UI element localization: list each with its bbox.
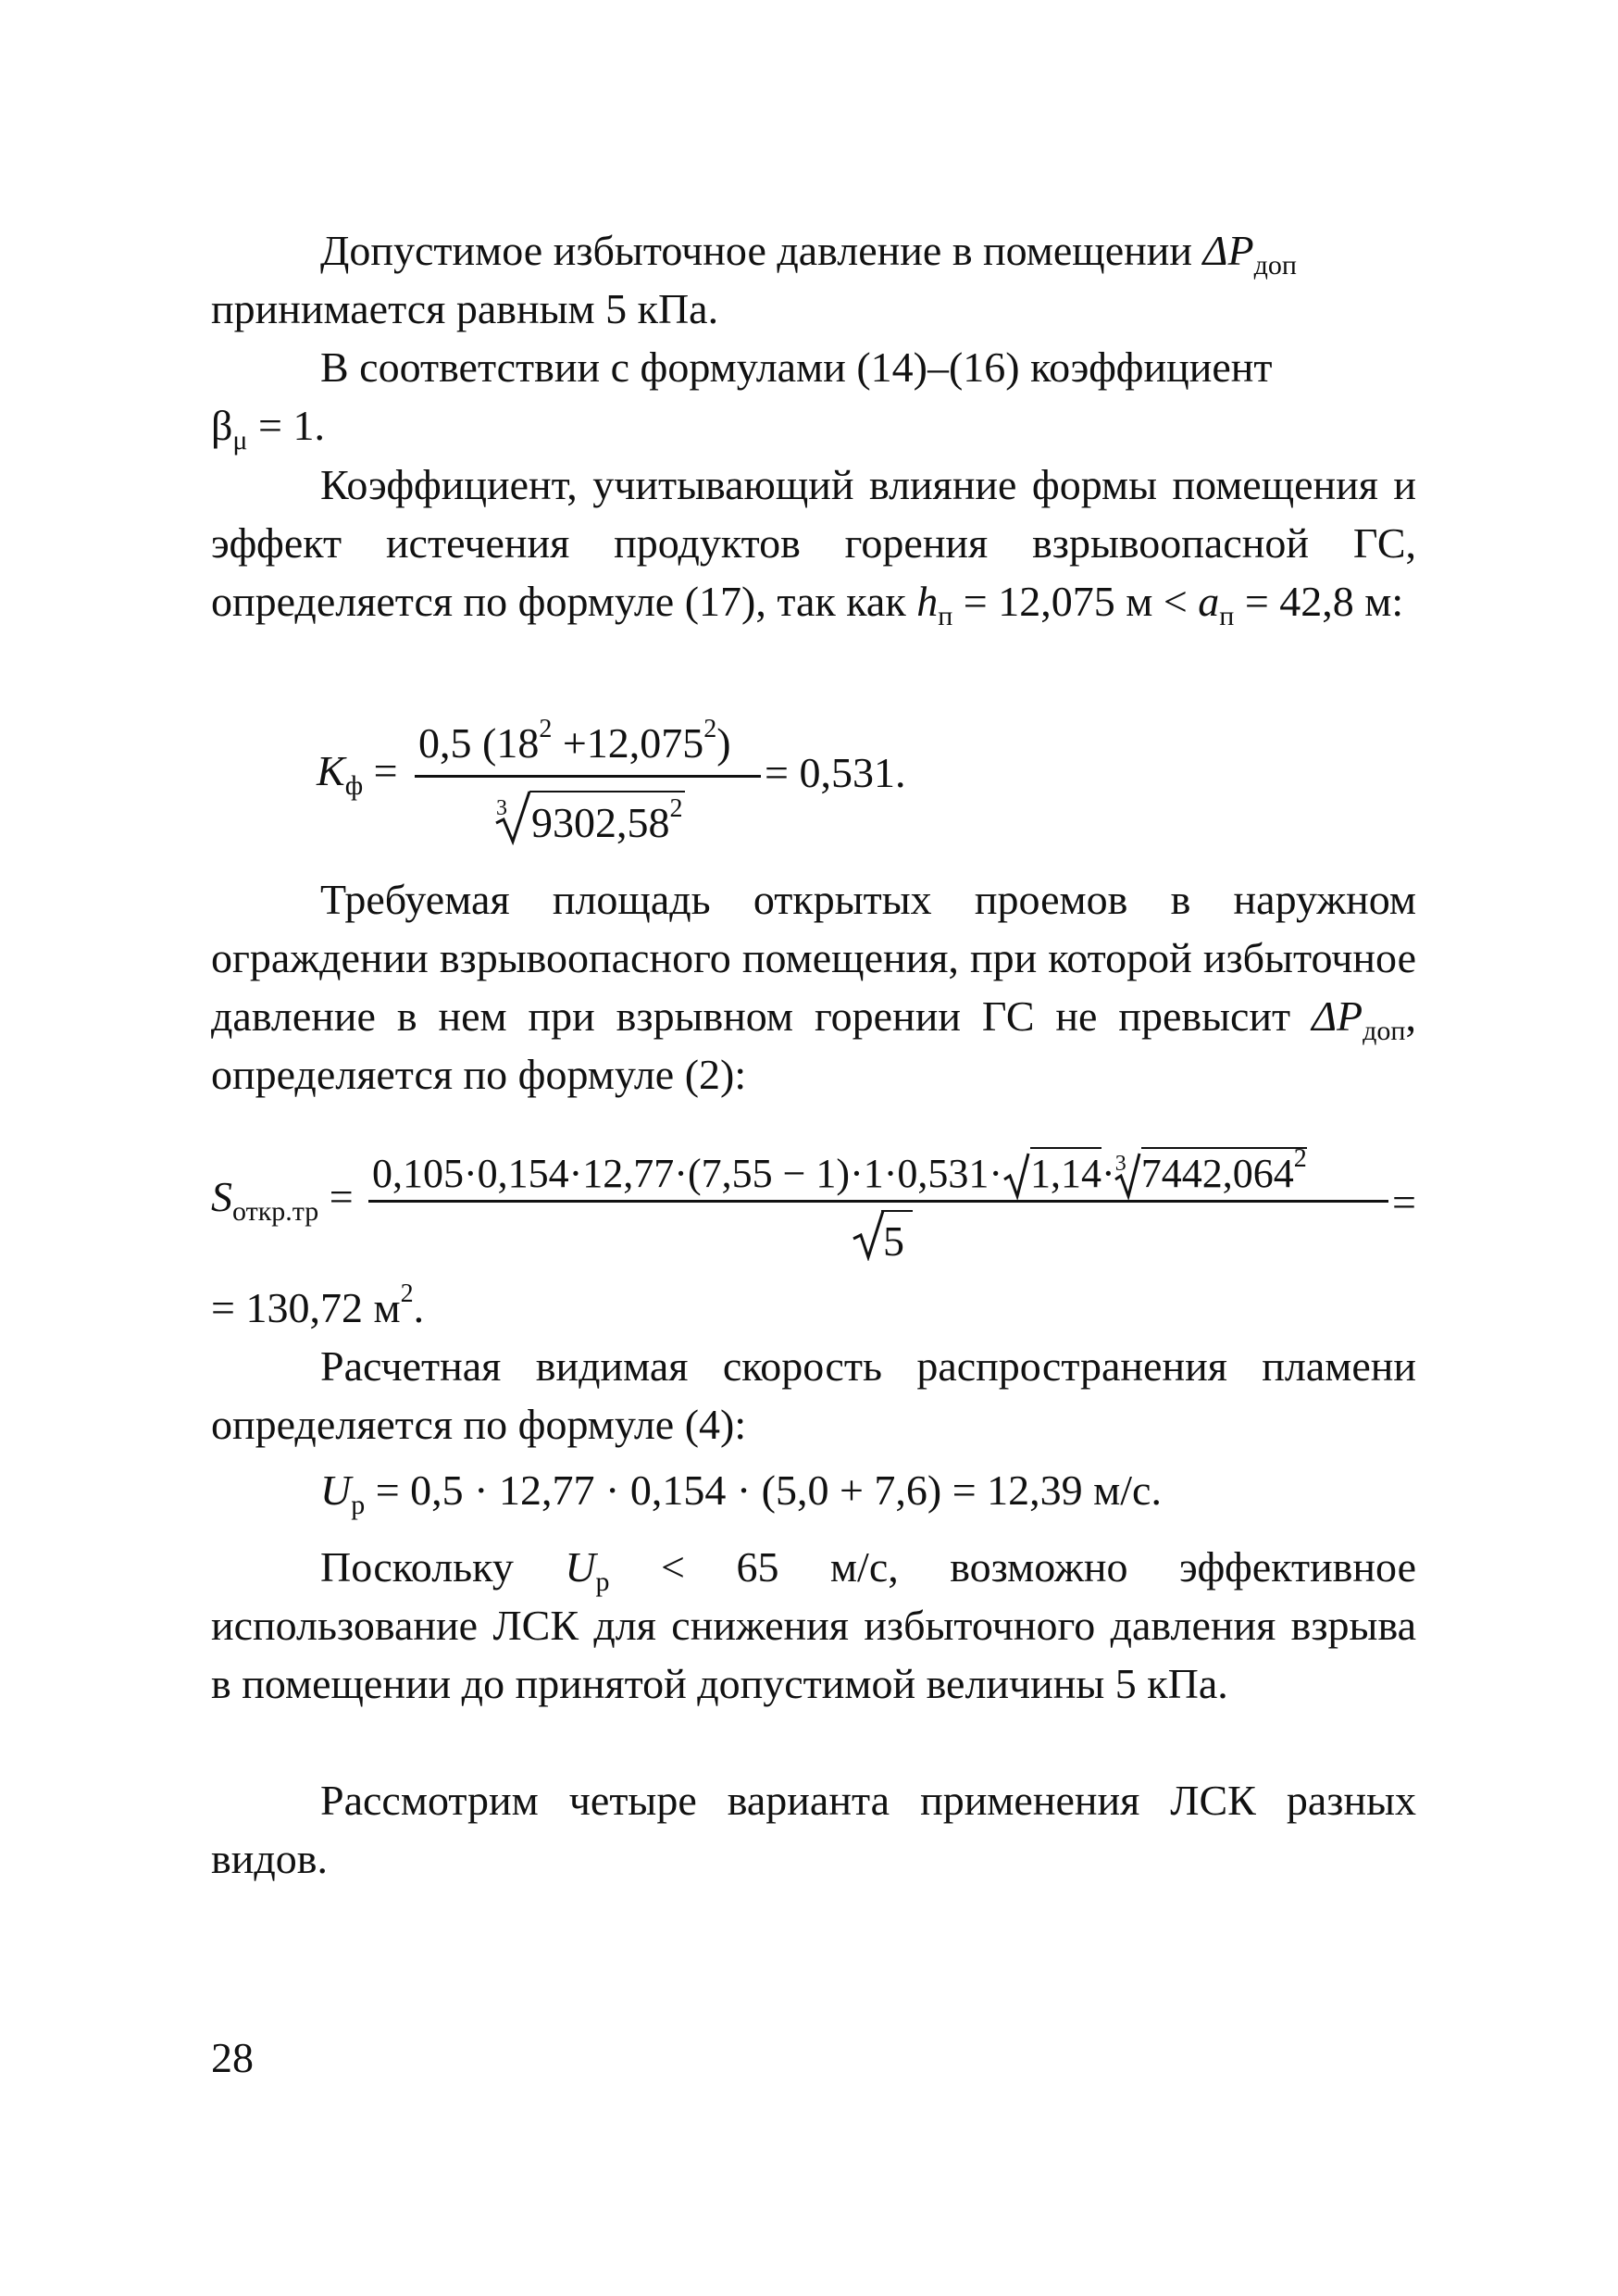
fraction-bar [368, 1200, 1388, 1203]
formula-numerator: 0,5 $(18^2 +12,075^2)$ [418, 715, 731, 767]
paragraph-beta-coefficient: В соответствии с формулами (14)–(16) коэффициент $\beta_\mu = 1$. [211, 343, 1273, 455]
page-number: 28 [211, 2034, 254, 2081]
formula-denominator: 9302,58$^2$ [531, 794, 683, 846]
paragraph-shape-coefficient: Коэффициент, учитывающий влияние формы помещения и эффект истечения продуктов горения взрывоопасной ГС, определяется по формуле (17), так как $h_п = 12,075$ $м < a_п = 42,8$ м: [211, 461, 1416, 631]
square-root-sign [852, 1209, 885, 1261]
formula-result: = 0,531. [765, 749, 906, 796]
document-page: Допустимое избыточное давление в помещении $\Delta P_{доп}$ принимается равным 5 кПа. В соответствии с формулами (14)–(16) коэффициент $\beta_\mu = 1$. Коэффициент, учитывающий влияние формы помещения и эффект истечения продуктов горения взрывоопасной ГС, определяется по формуле (17), так как $h_п = 12,075$ $м < a_п = 42,8$ м: $K_ф$ = 0,5 $(18^2 +12,075^2)$ 3 $9302,58^2$ = 0,531. Требуемая площадь открытых проемов в наружном ограждении взрывоопасного помещения, при которой избыточное давление в нем при взрывном горении ГС не превысит $\Delta P_{доп}$, определяется по формуле (2): $S_{откр.тр}$ = 0,105·0,154·12,77·(7,55 − 1)·1·0,531· 1,14·$^3$ 7442,064$^2$ 5 = = 130,72 $м^2$. Расчетная видимая скорость распространения пламени определяется по формуле (4): $U_р = 0,5 \cdot 12,77 \cdot 0,154 \cdot (5,0 + 7,6) = 12,39$ м/с. Поскольку $U_р < 65$ м/с, возможно эффективное использование ЛСК для снижения избыточного давления взрыва в помещении до принятой допустимой величины 5 кПа. Рассмотрим четыре варианта применения ЛСК разных видов. 28 [0, 0, 1618, 2296]
paragraph-lsk-usage: Поскольку $U_р < 65$ м/с, возможно эффективное использование ЛСК для снижения избыточного давления взрыва в помещении до принятой допустимой величины 5 кПа. [211, 1543, 1417, 1707]
beta-symbol: β [211, 402, 233, 449]
formula-result: = 130,72 $м^2$. [211, 1279, 425, 1331]
paragraph-allowed-pressure: Допустимое избыточное давление в помещении $\Delta P_{доп}$ принимается равным 5 кПа. [211, 227, 1297, 332]
paragraph-flame-speed: Расчетная видимая скорость распространения пламени определяется по формуле (4): [211, 1342, 1416, 1448]
fraction-bar [415, 775, 761, 778]
paragraph-variants: Рассмотрим четыре варианта применения ЛСК разных видов. [211, 1777, 1416, 1882]
formula-denominator: 5 [883, 1217, 904, 1265]
delta-p-symbol: ΔP [1202, 227, 1254, 274]
paragraph-required-area: Требуемая площадь открытых проемов в наружном ограждении взрывоопасного помещения, при которой избыточное давление в нем при взрывном горении ГС не превысит $\Delta P_{доп}$, определяется по формуле (2): [211, 876, 1416, 1098]
formula-flame-speed: $U_р = 0,5 \cdot 12,77 \cdot 0,154 \cdot (5,0 + 7,6) = 12,39$ м/с. [320, 1466, 1162, 1520]
formula-numerator: 0,105·0,154·12,77·(7,55 − 1)·1·0,531· 1,14·$^3$ 7442,064$^2$ [372, 1152, 1307, 1200]
square-root-sign [1002, 1152, 1030, 1200]
